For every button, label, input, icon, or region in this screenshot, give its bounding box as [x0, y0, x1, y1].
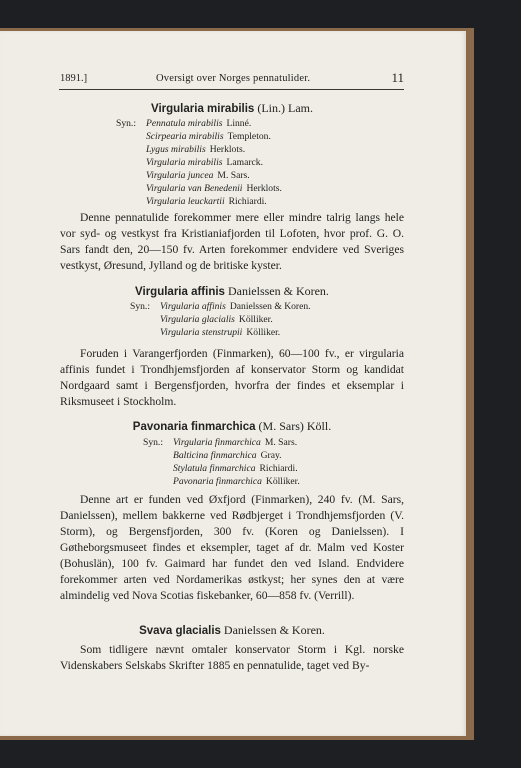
species-title-pavonaria-finmarchica: Pavonaria finmarchica (M. Sars) Köll.: [132, 419, 332, 433]
header-rule: [59, 89, 404, 90]
species-title-virgularia-mirabilis: Virgularia mirabilis (Lin.) Lam.: [151, 101, 313, 115]
synonym-list: Syn.: Virgularia finmarchica M. Sars. Balticina finmarchica Gray. Stylatula finmarchica Richiardi. Pavonaria finmarchica Kölliker.: [143, 437, 300, 487]
species-title-svava-glacialis: Svava glacialis Danielssen & Koren.: [139, 623, 325, 637]
synonym-list: Syn.: Pennatula mirabilis Linné. Scirpearia mirabilis Templeton. Lygus mirabilis Herklots. Virgularia mirabilis Lamarck. Virgularia juncea M. Sars. Virgularia van Benedenii Herklots. Virgularia leuckartii Richiardi.: [116, 118, 282, 207]
paragraph: Denne art er funden ved Øxfjord (Finmarken), 240 fv. (M. Sars, Danielssen), mellem bakkerne ved Rødbjerget i Trondhjemsfjorden (V. Storm), og Bergensfjorden, 300 fv. (Koren og Danielssen). I Gøtheborgsmuseet findes et eksempler, taget af dr. Malm ved Koster (Bohuslän), 100 fv. Gaimard har fundet den ved Island. Endvidere forekommer arten ved Nordamerikas østkyst; her synes den at være almindelig ved Nova Scotias fiskebanker, 60—858 fv. (Verrill).: [60, 493, 404, 602]
running-title: Oversigt over Norges pennatulider.: [156, 73, 311, 84]
running-header: [60, 72, 404, 88]
paragraph: Foruden i Varangerfjorden (Finmarken), 60—100 fv., er virgularia affinis fundet i Trondhjemsfjorden af konservator Storm og kandidat Nordgaard samt i Bergensfjorden, hvorfra der findes et eksemplar i Riksmuseet i Stockholm.: [60, 347, 404, 408]
paragraph: Denne pennatulide forekommer mere eller mindre talrig langs hele vor syd- og vestkyst fra Kristianiafjorden til Lofoten, hvor prof. G. O. Sars fandt den, 20—150 fv. Arten forekommer endvidere ved Sveriges vestkyst, Øresund, Jylland og de britiske kyster.: [60, 211, 404, 272]
paragraph: Som tidligere nævnt omtaler konservator Storm i Kgl. norske Videnskabers Selskabs Skrifter 1885 en pennatulide, taget ved By-: [60, 643, 404, 672]
synonym-list: Syn.: Virgularia affinis Danielssen & Koren. Virgularia glacialis Kölliker. Virgularia stenstrupii Kölliker.: [130, 301, 311, 338]
species-title-virgularia-affinis: Virgularia affinis Danielssen & Koren.: [135, 284, 329, 298]
header-year: 1891.]: [60, 73, 88, 84]
page-number: 11: [391, 70, 404, 85]
